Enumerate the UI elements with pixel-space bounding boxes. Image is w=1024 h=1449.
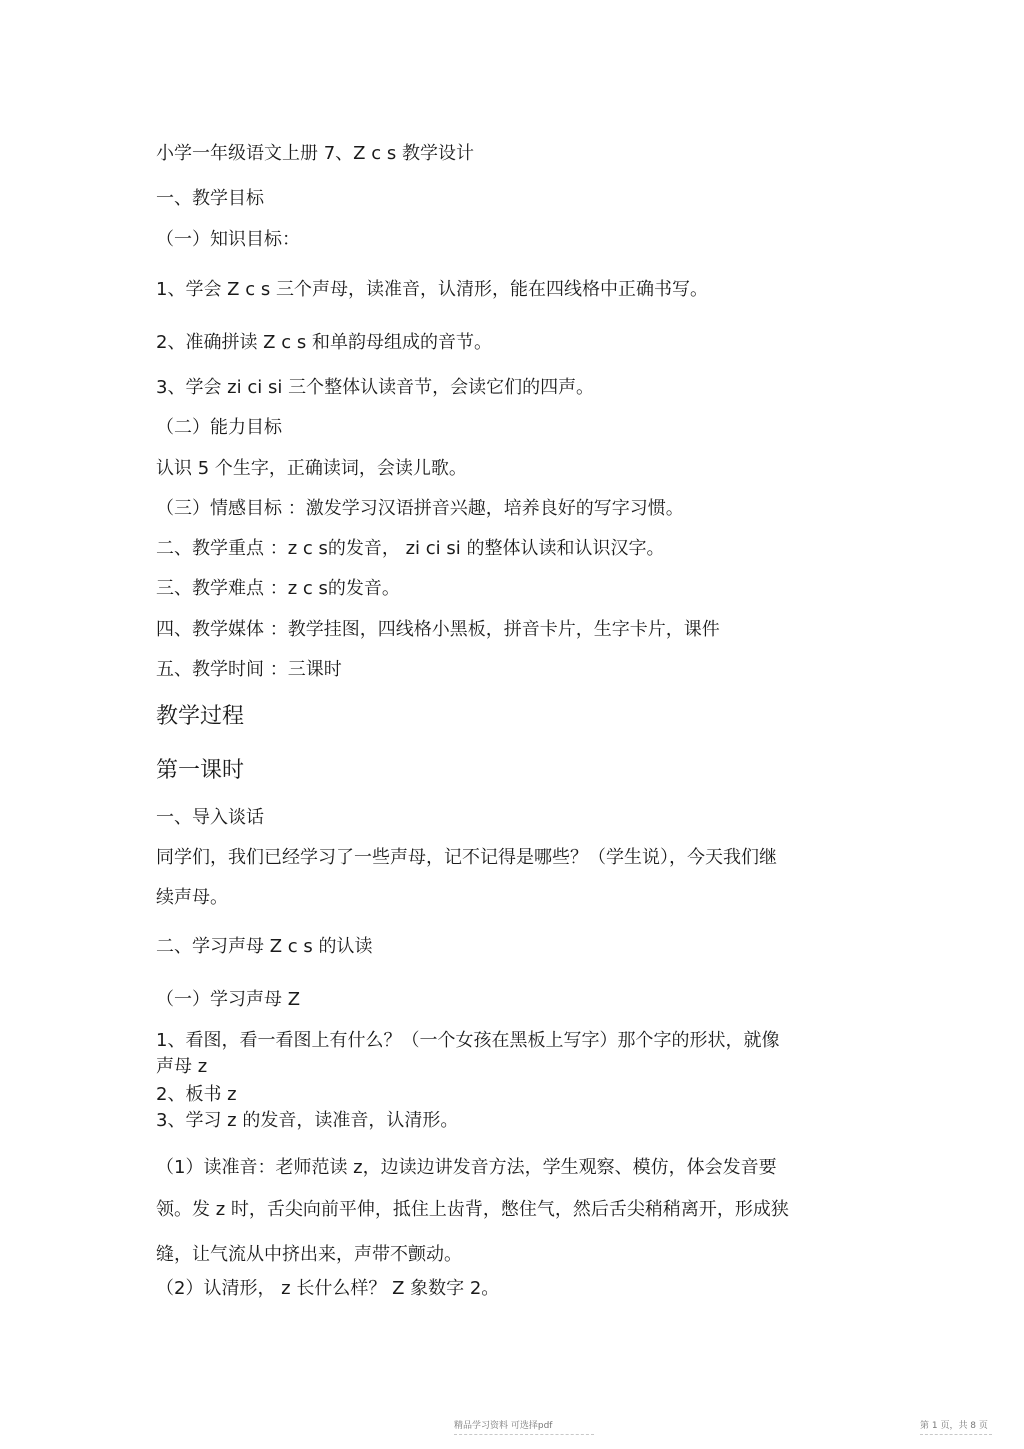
paragraph: （2）认清形， z 长什么样？ Z 象数字 2。 [156,1278,500,1299]
paragraph: 同学们，我们已经学习了一些声母，记不记得是哪些？（学生说），今天我们继 [156,847,777,868]
list-item: 声母 z [156,1056,208,1077]
list-item: 2、准确拼读 Z c s 和单韵母组成的音节。 [156,332,492,353]
section-heading: 二、学习声母 Z c s 的认读 [156,936,373,957]
section-heading: 五、教学时间 ：三课时 [156,659,342,680]
list-item: 2、板书 z [156,1084,237,1105]
paragraph: 认识 5 个生字，正确读词，会读儿歌。 [156,458,467,479]
subsection-heading: （一）学习声母 Z [156,989,301,1010]
subsection-heading: （二）能力目标 [156,417,282,438]
list-item: 1、看图，看一看图上有什么？（一个女孩在黑板上写字）那个字的形状，就像 [156,1030,780,1051]
list-item: 1、学会 Z c s 三个声母，读准音，认清形，能在四线格中正确书写。 [156,279,708,300]
paragraph: 缝，让气流从中挤出来，声带不颤动。 [156,1244,462,1265]
section-heading: 二、教学重点 ：z c s的发音， zi ci si 的整体认读和认识汉字。 [156,538,665,559]
paragraph: （1）读准音：老师范读 z，边读边讲发音方法，学生观察、模仿，体会发音要 [156,1157,777,1178]
paragraph: 领。发 z 时，舌尖向前平伸，抵住上齿背，憋住气，然后舌尖稍稍离开，形成狭 [156,1199,789,1220]
section-heading: 三、教学难点 ：z c s的发音。 [156,578,400,599]
footer-divider [920,1434,992,1435]
large-heading: 第一课时 [156,758,245,783]
subsection-heading: （三）情感目标 ：激发学习汉语拼音兴趣，培养良好的写字习惯。 [156,498,684,519]
large-heading: 教学过程 [156,704,245,729]
section-heading: 一、导入谈话 [156,807,264,828]
page-number: 第 1 页，共 8 页 [920,1421,988,1431]
list-item: 3、学习 z 的发音，读准音，认清形。 [156,1110,459,1131]
section-heading: 一、教学目标 [156,188,264,209]
section-heading: 四、教学媒体 ：教学挂图，四线格小黑板，拼音卡片，生字卡片，课件 [156,619,720,640]
document-title: 小学一年级语文上册 7、Z c s 教学设计 [156,143,474,164]
footer-left: 精品学习资料 可选择pdf [454,1421,553,1431]
paragraph: 续声母。 [156,887,228,908]
subsection-heading: （一）知识目标： [156,229,300,250]
footer-divider [454,1434,594,1435]
list-item: 3、学会 zi ci si 三个整体认读音节，会读它们的四声。 [156,377,595,398]
